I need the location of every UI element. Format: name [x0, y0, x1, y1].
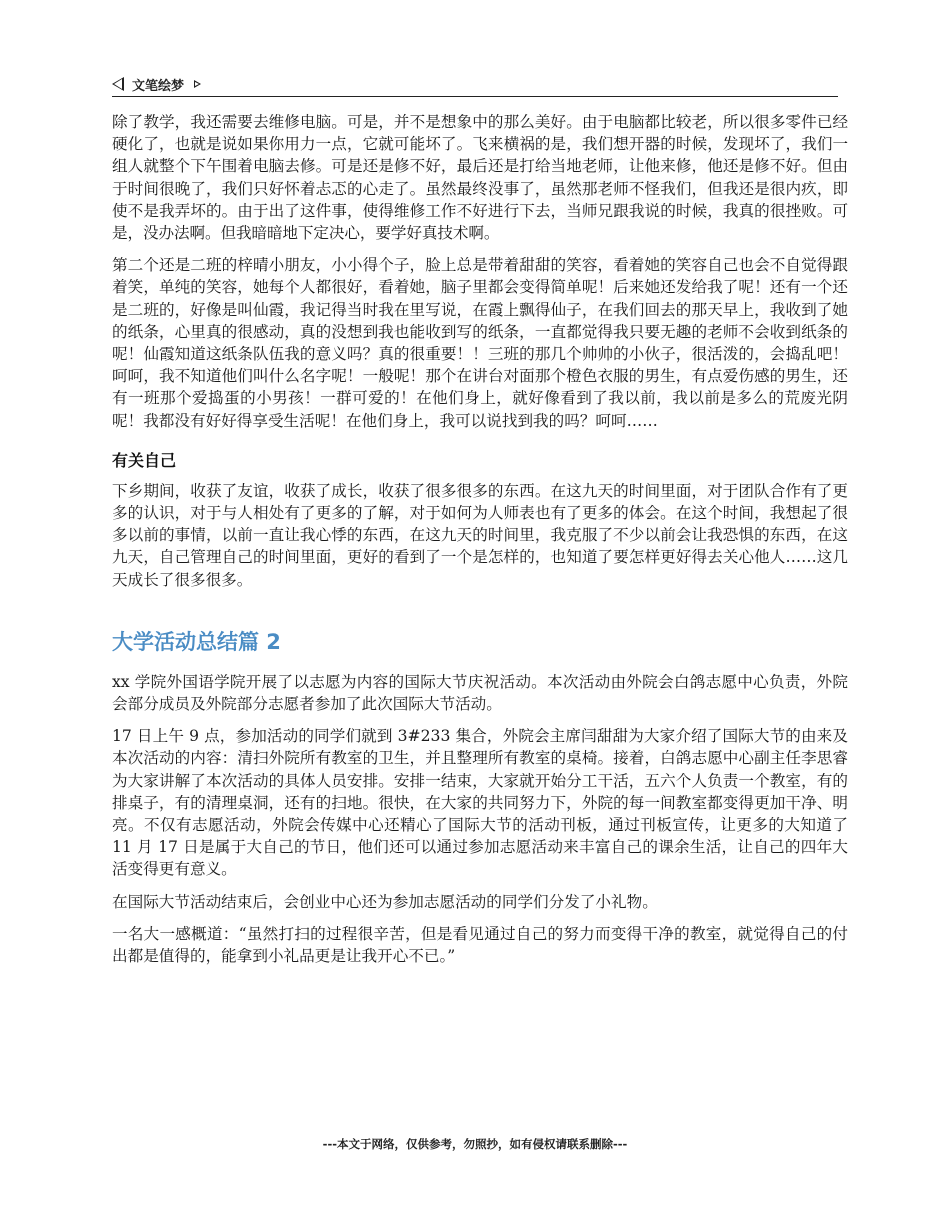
section-title: 大学活动总结篇 2 [112, 629, 281, 654]
subheading: 有关自己 [112, 450, 177, 470]
header-title: 文笔绘梦 [132, 78, 185, 94]
paragraph: 在国际大节活动结束后，会创业中心还为参加志愿活动的同学们分发了小礼物。 [112, 892, 658, 911]
triangle-left-icon [112, 77, 124, 91]
paragraph: 17 日上午 9 点，参加活动的同学们就到 3#233 集合，外院会主席闫甜甜为大家介绍了国际大节的由来及本次活动的内容：清扫外院所有教室的卫生，并且整理所有教室的桌椅。接着，白鸽志愿中心副主任李思睿为大家讲解了本次活动的具体人员安排。安排一结束，大家就开始分工干活，五六个人负责一个教室，有的排桌子，有的清理桌洞，还有的扫地。很快，在大家的共同努力下，外院的每一间教室都变得更加干净、明亮。不仅有志愿活动，外院会传媒中心还精心了国际大节的活动刊板，通过刊板宣传，让更多的大知道了 11 月 17 日是属于大自己的节日，他们还可以通过参加志愿活动来丰富自己的课余生活，让自己的四年大活变得更有意义。 [112, 727, 848, 879]
page-footer: ---本文于网络，仅供参考，勿照抄，如有侵权请联系删除--- [322, 1137, 628, 1151]
document-body [112, 111, 848, 977]
paragraph: 下乡期间，收获了友谊，收获了成长，收获了很多很多的东西。在这九天的时间里面，对于团队合作有了更多的认识，对于与人相处有了更多的了解，对于如何为人师表也有了更多的体会。在这个时间，我想起了很多以前的事情，以前一直让我心悸的东西，在这九天的时间里，我克服了不少以前会让我恐惧的东西，在这九天，自己管理自己的时间里面，更好的看到了一个是怎样的，也知道了要怎样更好得去关心他人……这几天成长了很多很多。 [112, 481, 848, 589]
document-page [112, 0, 848, 1230]
paragraph: 一名大一感概道：“虽然打扫的过程很辛苦，但是看见通过自己的努力而变得干净的教室，就觉得自己的付出都是值得的，能拿到小礼品更是让我开心不已。” [112, 924, 848, 966]
page-header [112, 72, 838, 97]
triangle-right-icon [194, 80, 201, 88]
paragraph: 第二个还是二班的梓晴小朋友，小小得个子，脸上总是带着甜甜的笑容，看着她的笑容自己也会不自觉得跟着笑，单纯的笑容，她每个人都很好，看着她，脑子里都会变得简单呢！后来她还发给我了呢！还有一个还是二班的，好像是叫仙霞，我记得当时我在里写说，在霞上飘得仙子，在我们回去的那天早上，我收到了她的纸条，心里真的很感动，真的没想到我也能收到写的纸条，一直都觉得我只要无趣的老师不会收到纸条的呢！仙霞知道这纸条队伍我的意义吗？真的很重要！！三班的那几个帅帅的小伙子，很活泼的，会捣乱吧！呵呵，我不知道他们叫什么名字呢！一般呢！那个在讲台对面那个橙色衣服的男生，有点爱伤感的男生，还有一班那个爱捣蛋的小男孩！一群可爱的！在他们身上，就好像看到了我以前，我以前是多么的荒废光阴呢！我都没有好好得享受生活呢！在他们身上，我可以说找到我的吗？呵呵…… [112, 256, 848, 430]
paragraph: 除了教学，我还需要去维修电脑。可是，并不是想象中的那么美好。由于电脑都比较老，所以很多零件已经硬化了，也就是说如果你用力一点，它就可能坏了。飞来横祸的是，我们想开器的时候，发现坏了，我们一组人就整个下午围着电脑去修。可是还是修不好，最后还是打给当地老师，让他来修，他还是修不好。但由于时间很晚了，我们只好怀着忐忑的心走了。虽然最终没事了，虽然那老师不怪我们，但我还是很内疚，即使不是我弄坏的。由于出了这件事，使得维修工作不好进行下去，当师兄跟我说的时候，我真的很挫败。可是，没办法啊。但我暗暗地下定决心，要学好真技术啊。 [112, 113, 848, 243]
paragraph: xx 学院外国语学院开展了以志愿为内容的国际大节庆祝活动。本次活动由外院会白鸽志愿中心负责，外院会部分成员及外院部分志愿者参加了此次国际大节活动。 [112, 672, 848, 714]
